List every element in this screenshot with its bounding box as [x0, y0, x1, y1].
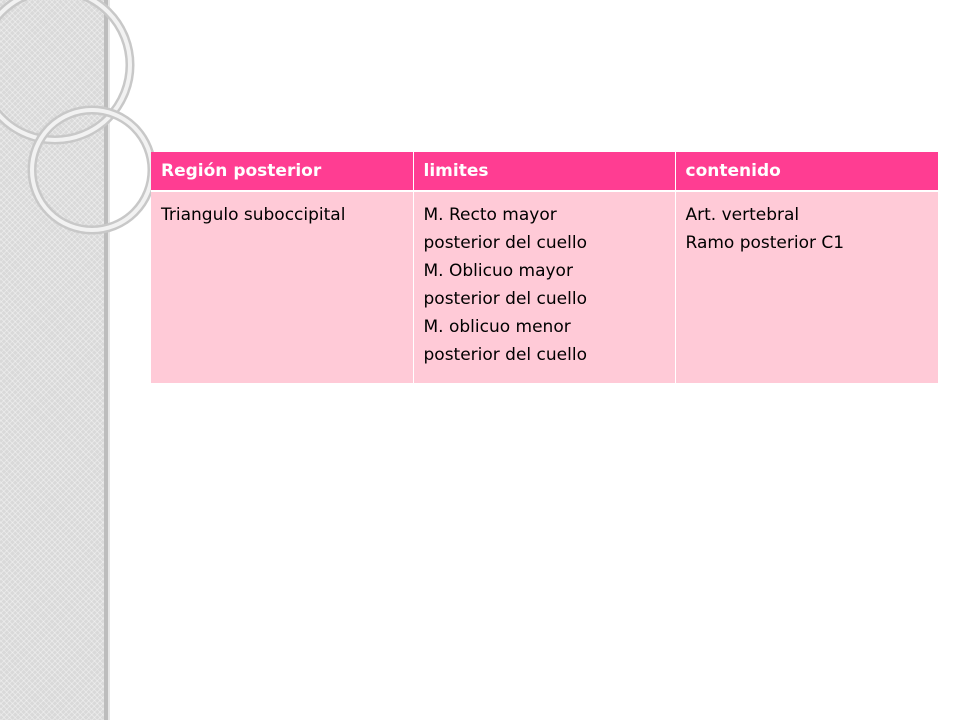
limites-line: posterior del cuello — [423, 345, 587, 365]
decorative-rings — [0, 0, 160, 720]
header-limites: limites — [413, 152, 675, 191]
table-row — [151, 191, 938, 383]
contenido-line: Ramo posterior C1 — [685, 233, 845, 253]
limites-line: posterior del cuello — [423, 233, 587, 253]
limites-line: M. oblicuo menor — [423, 317, 571, 337]
cell-contenido — [675, 191, 938, 383]
limites-line: M. Recto mayor — [423, 205, 557, 225]
region-line: Triangulo suboccipital — [161, 205, 346, 225]
anatomy-table-container — [151, 152, 938, 383]
header-region: Región posterior — [151, 152, 413, 191]
header-contenido: contenido — [675, 152, 938, 191]
cell-limites — [413, 191, 675, 383]
anatomy-table — [151, 152, 938, 383]
limites-line: M. Oblicuo mayor — [423, 261, 573, 281]
contenido-line: Art. vertebral — [685, 205, 800, 225]
table-header-row — [151, 152, 938, 191]
table-body — [151, 191, 938, 383]
cell-region — [151, 191, 413, 383]
limites-line: posterior del cuello — [423, 289, 587, 309]
table-header — [151, 152, 938, 191]
